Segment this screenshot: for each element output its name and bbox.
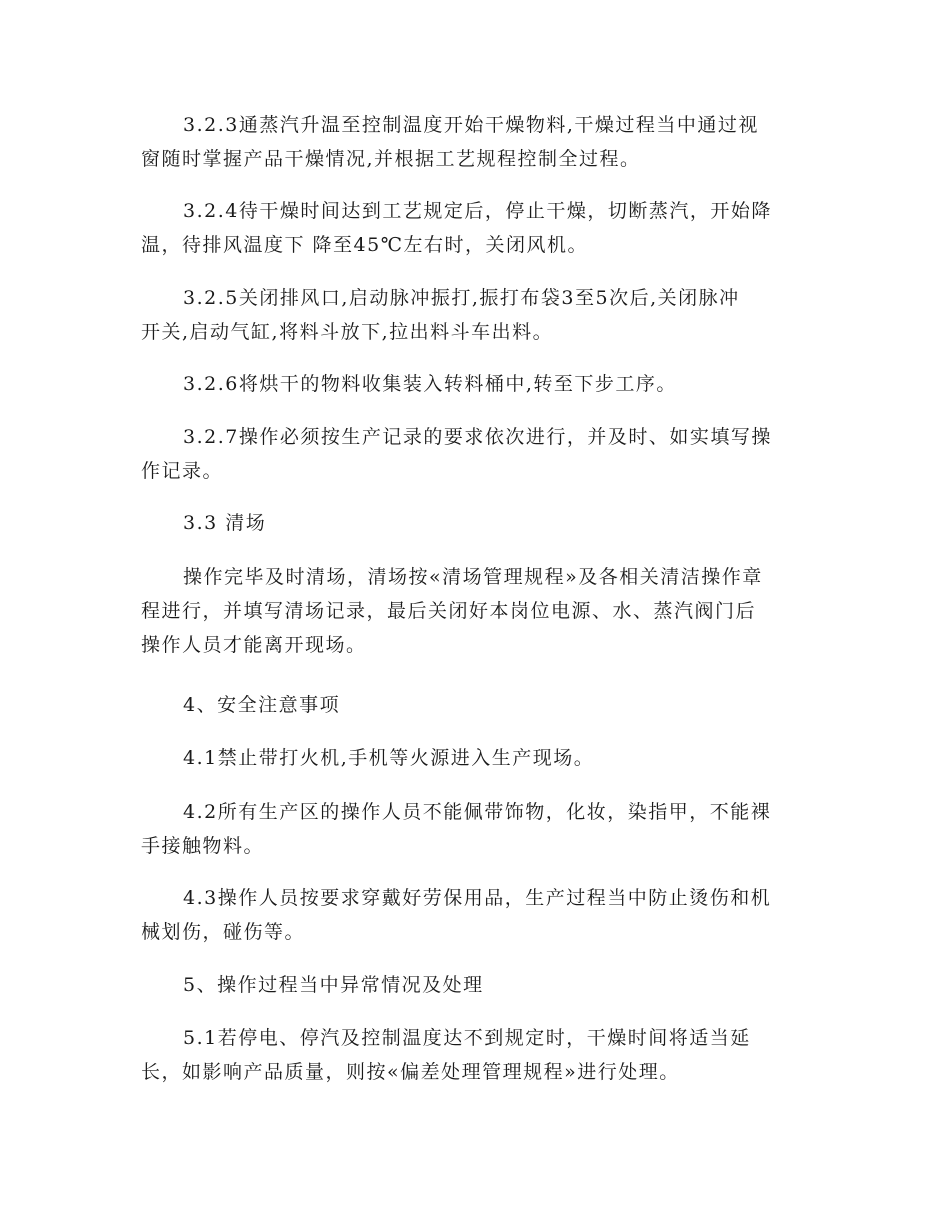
text-line: 3.3 清场 (183, 512, 267, 534)
text-line: 5.1若停电、停汽及控制温度达不到规定时，干燥时间将适当延 (183, 1027, 751, 1049)
text-line: 3.2.3通蒸汽升温至控制温度开始干燥物料,干燥过程当中通过视 (183, 114, 759, 136)
text-line: 3.2.6将烘干的物料收集装入转料桶中,转至下步工序。 (183, 373, 677, 395)
paragraph-3-2-7 (141, 420, 811, 488)
text-line: 3.2.5关闭排风口,启动脉冲振打,振打布袋3至5次后,关闭脉冲 (183, 287, 740, 309)
paragraph-3-2-3 (141, 108, 811, 176)
paragraph-3-2-5 (141, 281, 811, 349)
text-line: 操作完毕及时清场，清场按«清场管理规程»及各相关清洁操作章 (183, 566, 763, 588)
text-line: 温，待排风温度下 降至45℃左右时，关闭风机。 (141, 234, 588, 256)
text-line: 手接触物料。 (141, 835, 265, 857)
paragraph-3-2-4 (141, 194, 811, 262)
paragraph-4-3 (141, 881, 811, 949)
section-heading-5 (141, 968, 811, 1002)
paragraph-5-1 (141, 1021, 811, 1089)
paragraph-4-2 (141, 795, 811, 863)
text-line: 4、安全注意事项 (183, 694, 341, 716)
text-line: 窗随时掌握产品干燥情况,并根据工艺规程控制全过程。 (141, 148, 641, 170)
text-line: 4.1禁止带打火机,手机等火源进入生产现场。 (183, 747, 595, 769)
section-heading-4 (141, 688, 811, 722)
section-heading-3-3 (141, 506, 811, 540)
text-line: 操作人员才能离开现场。 (141, 634, 367, 656)
text-line: 作记录。 (141, 460, 224, 482)
text-line: 3.2.7操作必须按生产记录的要求依次进行，并及时、如实填写操 (183, 426, 772, 448)
text-line: 长，如影响产品质量，则按«偏差处理管理规程»进行处理。 (141, 1061, 680, 1083)
text-line: 4.3操作人员按要求穿戴好劳保用品，生产过程当中防止烫伤和机 (183, 887, 772, 909)
text-line: 4.2所有生产区的操作人员不能佩带饰物，化妆，染指甲，不能裸 (183, 801, 772, 823)
text-line: 3.2.4待干燥时间达到工艺规定后，停止干燥，切断蒸汽，开始降 (183, 200, 772, 222)
text-line: 程进行，并填写清场记录，最后关闭好本岗位电源、水、蒸汽阀门后 (141, 600, 757, 622)
paragraph-3-2-6 (141, 367, 811, 401)
paragraph-4-1 (141, 741, 811, 775)
text-line: 械划伤，碰伤等。 (141, 921, 306, 943)
paragraph-clearance (141, 560, 811, 662)
text-line: 5、操作过程当中异常情况及处理 (183, 974, 484, 996)
text-line: 开关,启动气缸,将料斗放下,拉出料斗车出料。 (141, 321, 554, 343)
